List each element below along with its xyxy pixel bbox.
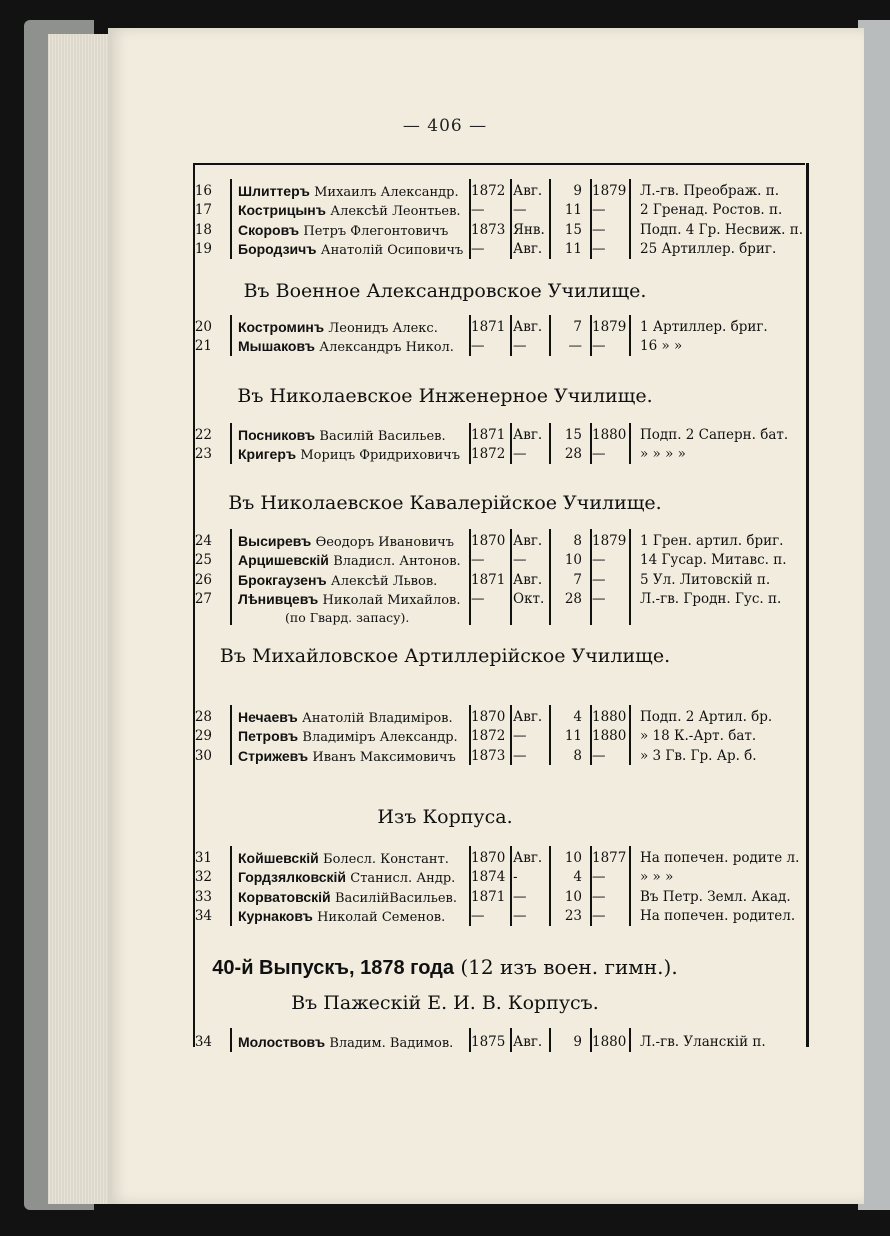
assignment: 16 » » — [640, 338, 683, 355]
row-number: 27 — [194, 591, 212, 608]
table-right-rule — [806, 163, 809, 1047]
entry-day: 9 — [573, 183, 582, 199]
graduation-year: — — [592, 221, 606, 238]
surname: Бородзичъ — [238, 241, 317, 258]
surname: Петровъ — [238, 728, 299, 745]
birth-year: 1874 — [471, 869, 506, 886]
surname: Гордзялковскій — [238, 869, 346, 886]
given-names: Станисл. Андр. — [350, 871, 456, 887]
entry-day: 4 — [573, 869, 582, 886]
birth-year: 1871 — [471, 427, 506, 443]
entry-month: Авг. — [513, 183, 543, 199]
assignment: 2 Гренад. Ростов. п. — [640, 202, 783, 219]
surname: Стрижевъ — [238, 747, 309, 764]
given-names: Ѳеодоръ Ивановичъ — [315, 535, 455, 550]
graduation-year: 1879 — [592, 183, 627, 199]
assignment: 5 Ул. Литовскій п. — [640, 571, 771, 588]
table-row — [0, 444, 890, 464]
surname: Лѣнивцевъ — [238, 591, 319, 608]
row-number: 21 — [194, 338, 212, 355]
section-heading: Въ Михайловское Артиллерійское Училище. — [219, 645, 671, 667]
assignment: Въ Петр. Земл. Акад. — [640, 888, 791, 905]
column-rule — [469, 846, 471, 926]
entry-month: — — [513, 338, 527, 355]
person-name — [238, 1032, 453, 1054]
entry-day: 4 — [573, 709, 582, 725]
entry-month: Авг. — [513, 533, 543, 549]
column-rule — [469, 705, 471, 765]
section-heading: Въ Николаевское Инженерное Училище. — [237, 385, 653, 407]
given-names: Анатолій Осиповичъ — [320, 243, 464, 259]
surname: Скоровъ — [238, 221, 300, 238]
table-row — [0, 181, 890, 201]
column-rule — [230, 179, 232, 259]
entry-month: Авг. — [513, 850, 543, 866]
row-note: (по Гвард. запасу). — [285, 609, 410, 625]
entry-month: — — [513, 908, 527, 925]
table-row — [0, 425, 890, 445]
assignment: 14 Гусар. Митавс. п. — [640, 552, 787, 569]
entry-day: 7 — [573, 571, 582, 588]
column-rule — [590, 529, 592, 625]
entry-month: Авг. — [513, 1034, 543, 1050]
birth-year: — — [471, 908, 485, 925]
surname: Костроминъ — [238, 319, 325, 335]
graduation-year: 1879 — [592, 533, 627, 549]
surname: Нечаевъ — [238, 709, 298, 725]
birth-year: 1872 — [471, 446, 506, 463]
column-rule — [590, 179, 592, 259]
column-rule — [510, 423, 512, 464]
column-rule — [230, 705, 232, 765]
row-number: 19 — [194, 241, 212, 258]
surname: Кригеръ — [238, 446, 297, 463]
column-rule — [590, 315, 592, 356]
graduation-year: — — [592, 552, 606, 569]
graduation-year: 1880 — [592, 427, 627, 443]
person-name — [238, 444, 460, 466]
graduation-year: — — [592, 338, 606, 355]
given-names: Владиміръ Александр. — [302, 730, 458, 746]
row-number: 17 — [194, 202, 212, 219]
graduation-year: 1880 — [592, 1034, 627, 1050]
column-rule — [230, 315, 232, 356]
birth-year: 1872 — [471, 728, 506, 745]
table-row — [0, 867, 890, 887]
birth-year: 1873 — [471, 221, 506, 238]
column-rule — [510, 705, 512, 765]
assignment: Л.-гв. Гродн. Гус. п. — [640, 591, 782, 608]
surname: Высиревъ — [238, 533, 312, 549]
entry-day: 10 — [564, 888, 582, 905]
assignment: » 3 Гв. Гр. Ар. б. — [640, 747, 757, 764]
column-rule — [469, 315, 471, 356]
birth-year: 1870 — [471, 533, 506, 549]
entry-month: — — [513, 202, 527, 219]
graduation-year: — — [592, 908, 606, 925]
surname: Койшевскій — [238, 850, 319, 866]
row-number: 24 — [194, 533, 212, 549]
section-heading: Въ Николаевское Кавалерійское Училище. — [228, 492, 662, 514]
column-rule — [590, 423, 592, 464]
row-number: 20 — [194, 319, 212, 335]
column-rule — [510, 315, 512, 356]
row-number: 26 — [194, 571, 212, 588]
entry-month: Окт. — [513, 591, 545, 608]
given-names: Болесл. Констант. — [323, 852, 449, 867]
entry-day: 7 — [573, 319, 582, 335]
row-number: 33 — [194, 888, 212, 905]
column-rule — [629, 1028, 631, 1052]
assignment: 1 Грен. артил. бриг. — [640, 533, 784, 549]
surname: Брокгаузенъ — [238, 571, 327, 588]
surname: Арцишевскій — [238, 552, 329, 569]
birth-year: 1872 — [471, 183, 506, 199]
given-names: Василій Васильев. — [319, 429, 446, 444]
entry-day: 11 — [564, 728, 582, 745]
column-rule — [549, 315, 551, 356]
row-number: 32 — [194, 869, 212, 886]
person-name — [238, 746, 456, 768]
surname: Корватовскій — [238, 888, 331, 905]
column-rule — [549, 846, 551, 926]
person-name — [238, 906, 445, 928]
entry-day: 23 — [564, 908, 582, 925]
given-names: Михаилъ Александр. — [314, 185, 459, 200]
birth-year: 1870 — [471, 850, 506, 866]
table-row — [0, 239, 890, 259]
column-rule — [629, 529, 631, 625]
row-number: 25 — [194, 552, 212, 569]
birth-year: 1870 — [471, 709, 506, 725]
assignment: На попечен. родите л. — [640, 850, 800, 866]
surname: Посниковъ — [238, 427, 316, 443]
column-rule — [510, 846, 512, 926]
surname: Мышаковъ — [238, 338, 315, 355]
row-number: 34 — [194, 1034, 212, 1050]
column-rule — [469, 423, 471, 464]
birth-year: 1871 — [471, 888, 506, 905]
release-title: 40-й Выпускъ, 1878 года — [212, 957, 454, 979]
column-rule — [230, 529, 232, 625]
column-rule — [469, 179, 471, 259]
column-rule — [230, 846, 232, 926]
assignment: Подп. 2 Артил. бр. — [640, 709, 773, 725]
graduation-year: — — [592, 591, 606, 608]
entry-day: 11 — [564, 202, 582, 219]
entry-month: Авг. — [513, 319, 543, 335]
entry-month: Авг. — [513, 571, 543, 588]
graduation-year: 1880 — [592, 728, 627, 745]
graduation-year: 1877 — [592, 850, 627, 866]
row-number: 29 — [194, 728, 212, 745]
column-rule — [549, 1028, 551, 1052]
assignment: 1 Артиллер. бриг. — [640, 319, 768, 335]
column-rule — [629, 315, 631, 356]
entry-month: Авг. — [513, 241, 543, 258]
column-rule — [590, 1028, 592, 1052]
release-heading — [0, 955, 890, 980]
row-number: 30 — [194, 747, 212, 764]
given-names: Александръ Никол. — [319, 340, 454, 356]
column-rule — [590, 705, 592, 765]
column-rule — [549, 423, 551, 464]
table-left-rule — [193, 163, 195, 1047]
column-rule — [549, 529, 551, 625]
table-top-rule — [193, 163, 805, 165]
graduation-year: 1879 — [592, 319, 627, 335]
column-rule — [549, 179, 551, 259]
column-rule — [469, 1028, 471, 1052]
birth-year: — — [471, 202, 485, 219]
row-number: 18 — [194, 221, 212, 238]
entry-month: — — [513, 552, 527, 569]
table-row — [0, 707, 890, 727]
birth-year: 1871 — [471, 319, 506, 335]
assignment: 25 Артиллер. бриг. — [640, 241, 777, 258]
row-number: 31 — [194, 850, 212, 866]
given-names: Владим. Вадимов. — [329, 1036, 454, 1051]
entry-day: — — [568, 338, 582, 355]
given-names: ВасилійВасильев. — [334, 890, 457, 906]
entry-day: 8 — [573, 533, 582, 549]
entry-day: 11 — [564, 241, 582, 258]
given-names: Анатолій Владиміров. — [302, 711, 453, 726]
birth-year: 1875 — [471, 1034, 506, 1050]
entry-day: 28 — [564, 591, 582, 608]
given-names: Алексѣй Леонтьев. — [330, 204, 461, 220]
surname: Молоствовъ — [238, 1034, 326, 1050]
entry-day: 10 — [564, 850, 582, 866]
given-names: Николай Семенов. — [317, 910, 446, 926]
graduation-year: — — [592, 571, 606, 588]
column-rule — [629, 705, 631, 765]
entry-month: — — [513, 728, 527, 745]
graduation-year: — — [592, 446, 606, 463]
row-number: 28 — [194, 709, 212, 725]
column-rule — [469, 529, 471, 625]
given-names: Николай Михайлов. — [322, 593, 461, 609]
graduation-year: — — [592, 241, 606, 258]
given-names: Леонидъ Алекс. — [328, 321, 438, 336]
section-heading: Изъ Корпуса. — [377, 806, 513, 828]
given-names: Иванъ Максимовичъ — [312, 749, 456, 765]
column-rule — [629, 423, 631, 464]
entry-day: 10 — [564, 552, 582, 569]
given-names: Петръ Флегонтовичъ — [303, 223, 449, 239]
table-row — [0, 589, 890, 609]
column-rule — [230, 423, 232, 464]
entry-month: - — [513, 869, 518, 886]
table-row — [0, 570, 890, 590]
column-rule — [510, 529, 512, 625]
column-rule — [590, 846, 592, 926]
table-row — [0, 550, 890, 570]
graduation-year: 1880 — [592, 709, 627, 725]
given-names: Владисл. Антонов. — [333, 554, 461, 570]
column-rule — [629, 179, 631, 259]
column-rule — [549, 705, 551, 765]
column-rule — [510, 1028, 512, 1052]
column-rule — [629, 846, 631, 926]
row-number: 16 — [194, 183, 212, 199]
entry-month: Авг. — [513, 427, 543, 443]
graduation-year: — — [592, 202, 606, 219]
section-heading: Въ Пажескій Е. И. В. Корпусъ. — [291, 992, 599, 1014]
surname: Кострицынъ — [238, 202, 326, 219]
assignment: Л.-гв. Уланскій п. — [640, 1034, 766, 1050]
entry-month: — — [513, 747, 527, 764]
assignment: » » » » — [640, 446, 686, 463]
assignment: Подп. 2 Саперн. бат. — [640, 427, 789, 443]
birth-year: 1871 — [471, 571, 506, 588]
surname: Курнаковъ — [238, 908, 313, 925]
assignment: » 18 К.-Арт. бат. — [640, 728, 757, 745]
table-row — [0, 906, 890, 926]
entry-day: 15 — [564, 221, 582, 238]
section-heading: Въ Военное Александровское Училище. — [243, 280, 647, 302]
row-number: 34 — [194, 908, 212, 925]
page-number: — 406 — — [402, 116, 488, 136]
person-name — [238, 589, 461, 611]
table-row — [0, 848, 890, 868]
birth-year: — — [471, 338, 485, 355]
entry-day: 9 — [573, 1034, 582, 1050]
entry-day: 8 — [573, 747, 582, 764]
person-name — [238, 336, 454, 358]
entry-month: Янв. — [513, 221, 545, 238]
person-name — [238, 239, 463, 261]
graduation-year: — — [592, 747, 606, 764]
table-row — [0, 887, 890, 907]
table-row — [0, 336, 890, 356]
row-number: 22 — [194, 427, 212, 443]
assignment: Подп. 4 Гр. Несвиж. п. — [640, 221, 804, 238]
surname: Шлиттеръ — [238, 183, 310, 199]
given-names: Морицъ Фридриховичъ — [300, 448, 461, 464]
entry-month: Авг. — [513, 709, 543, 725]
table-row — [0, 1032, 890, 1052]
assignment: Л.-гв. Преображ. п. — [640, 183, 780, 199]
table-row — [0, 220, 890, 240]
release-subtitle: (12 изъ воен. гимн.). — [454, 955, 678, 979]
birth-year: — — [471, 552, 485, 569]
given-names: Алексѣй Львов. — [330, 573, 438, 589]
entry-day: 15 — [564, 427, 582, 443]
column-rule — [510, 179, 512, 259]
assignment: На попечен. родител. — [640, 908, 796, 925]
entry-day: 28 — [564, 446, 582, 463]
column-rule — [230, 1028, 232, 1052]
table-row — [0, 531, 890, 551]
row-number: 23 — [194, 446, 212, 463]
table-row — [0, 726, 890, 746]
birth-year: 1873 — [471, 747, 506, 764]
table-row — [0, 200, 890, 220]
birth-year: — — [471, 591, 485, 608]
table-row — [0, 746, 890, 766]
assignment: » » » — [640, 869, 674, 886]
entry-month: — — [513, 446, 527, 463]
table-row — [0, 317, 890, 337]
graduation-year: — — [592, 888, 606, 905]
birth-year: — — [471, 241, 485, 258]
entry-month: — — [513, 888, 527, 905]
graduation-year: — — [592, 869, 606, 886]
